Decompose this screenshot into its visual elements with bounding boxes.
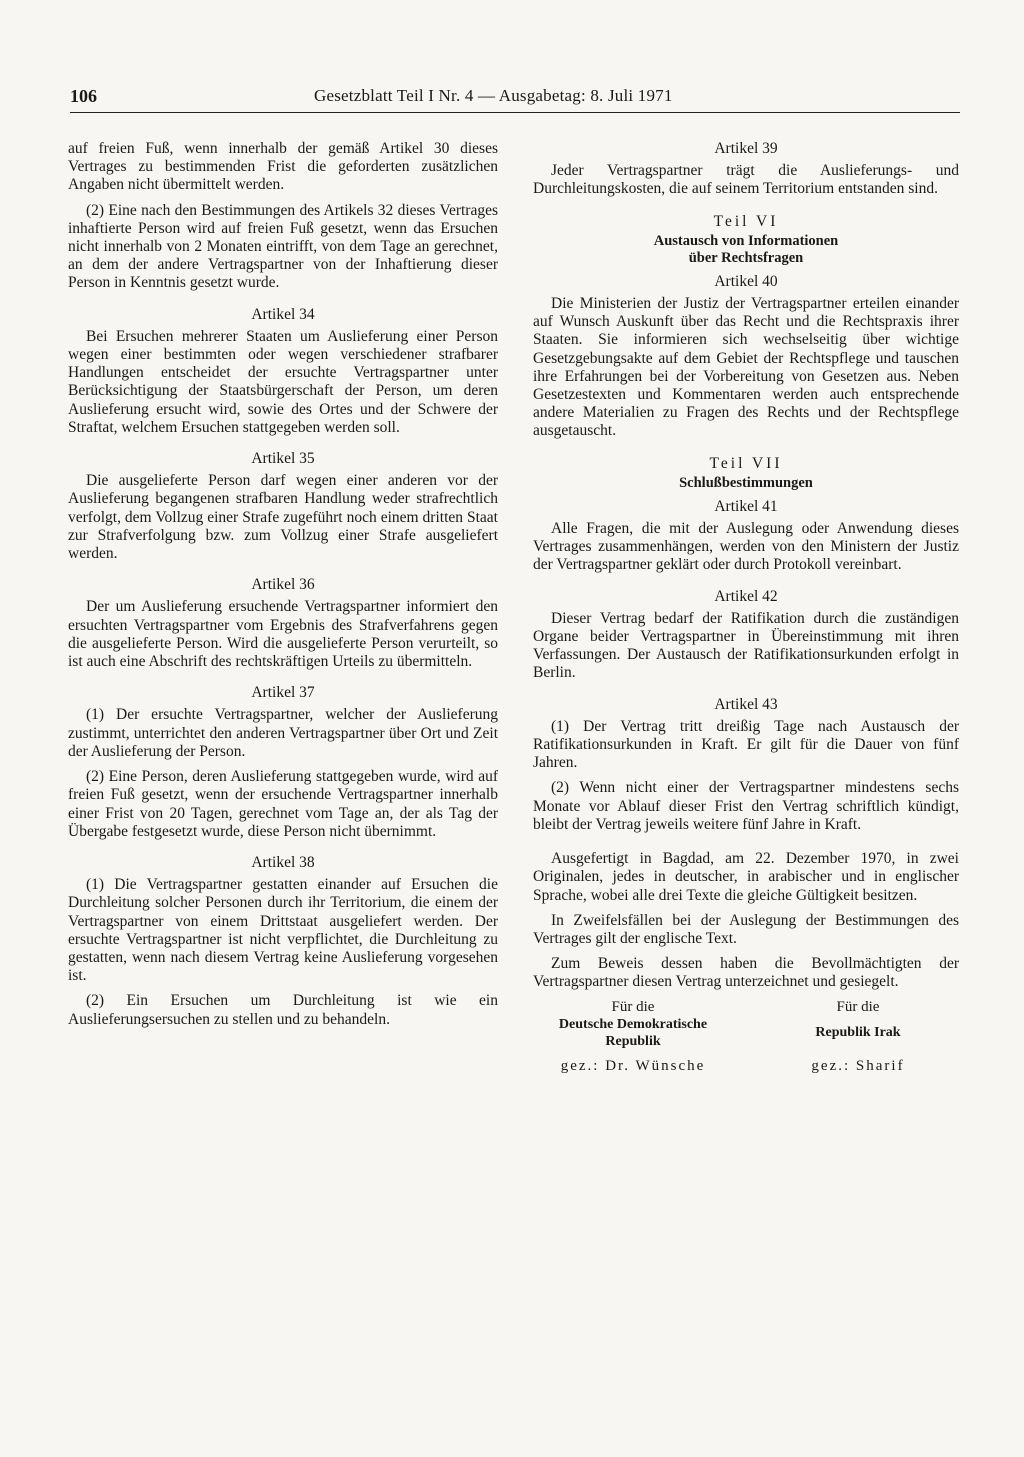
- signature-block: [533, 999, 959, 1077]
- signatory-ddr: [533, 999, 733, 1075]
- paragraph: (1) Der Vertrag tritt dreißig Tage nach Austausch der Ratifikationsurkunden in Kraft. Er gilt für die Dauer von fünf Jahren.: [533, 717, 959, 772]
- article-heading: Artikel 38: [251, 853, 315, 871]
- part-subtitle: [533, 233, 959, 267]
- paragraph: Der um Auslieferung ersuchende Vertragspartner informiert den ersuchten Vertragspartner vom Ergebnis des Strafverfahrens gegen die ausgelieferte Person. Wird die ausgelieferte Person verurteilt, so ist auch eine Abschrift des rechtskräftigen Urteils zu übermitteln.: [68, 598, 498, 671]
- paragraph: (2) Eine nach den Bestimmungen des Artikels 32 dieses Vertrages inhaftierte Person wird auf freien Fuß gesetzt, wenn das Ersuchen nicht innerhalb von 2 Monaten eintrifft, von dem Tage an gerechnet, an dem der andere Vertragspartner von der Inhaftierung dieser Person in Kenntnis gesetzt wurde.: [68, 201, 498, 292]
- article-heading: Artikel 42: [714, 587, 778, 605]
- part-subtitle-line: über Rechtsfragen: [688, 249, 804, 266]
- signatory-label: Für die: [611, 998, 655, 1015]
- article-heading: Artikel 34: [251, 305, 315, 323]
- paragraph: auf freien Fuß, wenn innerhalb der gemäß Artikel 30 dieses Vertrages zu bestimmenden Frist die geforderten zusätzlichen Angaben nicht übermittelt werden.: [68, 140, 498, 194]
- paragraph: (1) Die Vertragspartner gestatten einander auf Ersuchen die Durchleitung solcher Personen durch ihr Territorium, die einem der Vertragspartner von einem Drittstaat ausgeliefert werden. Der ersuchte Vertragspartner ist nicht verpflichtet, die Durchleitung zu gestatten, wenn nach diesem Vertrag keine Auslieferung vorgesehen ist.: [68, 876, 498, 985]
- closing-paragraph: Ausgefertigt in Bagdad, am 22. Dezember 1970, in zwei Originalen, jedes in deutscher, in arabischer und in englischer Sprache, wobei alle drei Texte die gleiche Gültigkeit besitzen.: [533, 850, 959, 904]
- article-heading: Artikel 37: [251, 684, 315, 702]
- paragraph: Jeder Vertragspartner trägt die Auslieferungs- und Durchleitungskosten, die auf seinem Territorium entstanden sind.: [533, 162, 959, 198]
- paragraph: Alle Fragen, die mit der Auslegung oder Anwendung dieses Vertrages zusammenhängen, werden von den Ministern der Justiz der Vertragspartner geklärt oder durch Protokoll vereinbart.: [533, 520, 959, 574]
- signatory-country: Republik Irak: [815, 1024, 901, 1040]
- page-number: 106: [70, 86, 97, 106]
- paragraph: Die ausgelieferte Person darf wegen einer anderen vor der Auslieferung begangenen strafbaren Handlung weder strafrechtlich verfolgt, dem Vollzug einer Strafe zugeführt noch einem dritten Staat zur Strafverfolgung bzw. zum Vollzug einer Strafe ausgeliefert werden.: [68, 472, 498, 563]
- article-heading: Artikel 41: [714, 497, 778, 515]
- signatory-country: Republik: [605, 1033, 661, 1049]
- part-heading: Teil VII: [709, 454, 783, 472]
- article-heading: Artikel 40: [714, 272, 778, 290]
- paragraph: Bei Ersuchen mehrerer Staaten um Auslieferung einer Person wegen einer bestimmten oder wegen verschiedener strafbarer Handlungen entscheidet der ersuchte Vertragspartner unter Berücksichtigung der Staatsbürgerschaft der Person, um deren Auslieferung ersucht wird, sowie des Ortes und der Schwere der Straftat, welchem Ersuchen stattgegeben werden soll.: [68, 327, 498, 436]
- article-heading: Artikel 35: [251, 450, 315, 468]
- paragraph: (2) Ein Ersuchen um Durchleitung ist wie ein Auslieferungsersuchen zu stellen und zu behandeln.: [68, 992, 498, 1028]
- right-column: [533, 140, 959, 1077]
- article-heading: Artikel 36: [251, 576, 315, 594]
- article-heading: Artikel 43: [714, 695, 778, 713]
- closing-paragraph: Zum Beweis dessen haben die Bevollmächtigten der Vertragspartner diesen Vertrag unterzeichnet und gesiegelt.: [533, 955, 959, 991]
- left-column: [68, 140, 498, 1036]
- signatory-name: gez.: Dr. Wünsche: [560, 1057, 706, 1074]
- paragraph: Dieser Vertrag bedarf der Ratifikation durch die zuständigen Organe beider Vertragspartner in Übereinstimmung mit ihren Verfassungen. Der Austausch der Ratifikationsurkunden erfolgt in Berlin.: [533, 609, 959, 682]
- paragraph: (2) Eine Person, deren Auslieferung stattgegeben wurde, wird auf freien Fuß gesetzt, wenn der ersuchende Vertragspartner innerhalb einer Frist von 20 Tagen, gerechnet vom Tage an, der als Tag der Übergabe festgesetzt wurde, diese Person nicht übernimmt.: [68, 768, 498, 840]
- signatory-label: Für die: [836, 998, 880, 1015]
- paragraph: (1) Der ersuchte Vertragspartner, welcher der Auslieferung zustimmt, unterrichtet den anderen Vertragspartner über Ort und Zeit der Auslieferung der Person.: [68, 706, 498, 760]
- part-heading: Teil VI: [713, 212, 779, 230]
- closing-paragraph: In Zweifelsfällen bei der Auslegung der Bestimmungen des Vertrages gilt der englische Text.: [533, 911, 959, 947]
- signatory-irak: [773, 999, 943, 1075]
- paragraph: (2) Wenn nicht einer der Vertragspartner mindestens sechs Monate vor Ablauf dieser Frist den Vertrag schriftlich kündigt, bleibt der Vertrag jeweils weitere fünf Jahre in Kraft.: [533, 779, 959, 833]
- article-heading: Artikel 39: [714, 140, 778, 157]
- part-subtitle: Schlußbestimmungen: [679, 474, 813, 491]
- gazette-title: Gesetzblatt Teil I Nr. 4 — Ausgabetag: 8. Juli 1971: [314, 86, 673, 105]
- paragraph: Die Ministerien der Justiz der Vertragspartner erteilen einander auf Wunsch Auskunft über das Recht und die Rechtspraxis ihrer Staaten. Sie informieren sich wechselseitig über wichtige Gesetzgebungsakte auf dem Gebiet der Rechtspflege und tauschen ihre Erfahrungen bei der Vorbereitung von Gesetzen aus. Neben Gesetzestexten und Kommentaren werden auch entsprechende andere Materialien zu Fragen des Rechts und der Rechtspflege ausgetauscht.: [533, 295, 959, 440]
- part-subtitle-line: Austausch von Informationen: [653, 232, 839, 249]
- signatory-name: gez.: Sharif: [811, 1057, 905, 1074]
- signatory-country: Deutsche Demokratische: [558, 1016, 708, 1032]
- page-header: [70, 86, 960, 110]
- header-rule: [70, 112, 960, 113]
